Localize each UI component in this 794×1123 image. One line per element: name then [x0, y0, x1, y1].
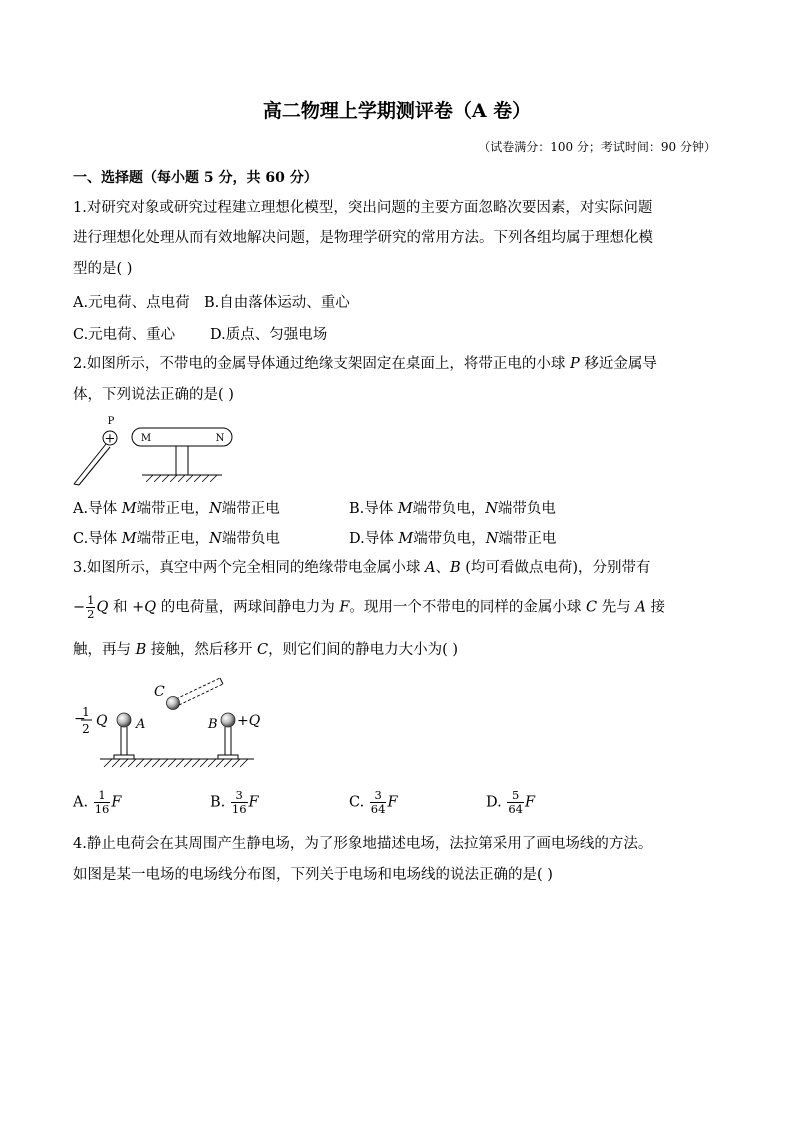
q2-line-1: 2.如图所示，不带电的金属导体通过绝缘支架固定在桌面上，将带正电的小球 P 移近金属导 — [73, 356, 657, 372]
end-label-m: M — [140, 433, 152, 444]
sphere-a — [117, 713, 131, 727]
base-a — [114, 755, 134, 759]
plus-sign: + — [104, 431, 116, 447]
fig-label-c: C — [154, 684, 165, 700]
fig-label-b: B — [208, 717, 218, 732]
q1-line-2: 进行理想化处理从而有效地解决问题，是物理学研究的常用方法。下列各组均属于理想化模 — [73, 230, 653, 246]
q3-option-c[interactable]: C. $\frac{3}{64}$ F — [349, 788, 398, 816]
charged-ball-rod — [74, 444, 110, 485]
fig-half-den: 2 — [82, 722, 90, 736]
sphere-c — [167, 697, 180, 710]
fig-minus: − — [74, 711, 86, 727]
fraction: $\frac{5}{64}$ — [508, 788, 523, 816]
q1-option-b[interactable]: B.自由落体运动、重心 — [204, 295, 350, 311]
q3-line-2: − $\frac{1}{2}$ Q 和 +Q 的电荷量，两球间静电力为 F。现用一个不带电的同样的金属小球 C 先与 A 接 — [73, 593, 665, 621]
q3-figure-spheres — [70, 672, 270, 776]
base-b — [218, 755, 238, 759]
q2-option-d[interactable]: D.导体 M端带负电，N端带正电 — [349, 531, 557, 547]
page-title: 高二物理上学期测评卷（A 卷） — [262, 100, 532, 122]
q1-option-a[interactable]: A.元电荷、点电荷 — [73, 295, 190, 311]
sphere-b — [221, 713, 235, 727]
fraction: $\frac{3}{64}$ — [370, 788, 386, 816]
fraction-half: $\frac{1}{2}$ — [87, 593, 95, 621]
q2-option-b[interactable]: B.导体 M端带负电，N端带负电 — [349, 501, 556, 517]
q4-line-1: 4.静止电荷会在其周围产生静电场，为了形象地描述电场，法拉第采用了画电场线的方法。 — [73, 836, 653, 852]
q2-option-a[interactable]: A.导体 M端带正电，N端带正电 — [73, 501, 280, 517]
q4-line-2: 如图是某一电场的电场线分布图，下列关于电场和电场线的说法正确的是( ) — [73, 867, 553, 883]
q2-line-2: 体，下列说法正确的是( ) — [73, 387, 234, 403]
q3-line-3: 触，再与 B 接触，然后移开 C，则它们间的静电力大小为( ) — [73, 642, 459, 658]
section-heading: 一、选择题（每小题 5 分，共 60 分） — [73, 170, 318, 186]
sphere-c-rod — [176, 678, 223, 705]
table-surface — [142, 475, 222, 482]
ball-label-p: P — [107, 416, 115, 427]
q2-figure-conductor — [70, 412, 240, 488]
ground-surface — [100, 759, 254, 767]
q3-option-d[interactable]: D. $\frac{5}{64}$ F — [486, 788, 536, 816]
q1-option-c[interactable]: C.元电荷、重心 — [73, 327, 176, 343]
q1-line-1: 1.对研究对象或研究过程建立理想化模型，突出问题的主要方面忽略次要因素，对实际问题 — [73, 200, 653, 216]
fraction: $\frac{3}{16}$ — [231, 788, 247, 816]
fig-label-a: A — [136, 717, 146, 732]
q3-option-a[interactable]: A. $\frac{1}{16}$ F — [73, 788, 122, 816]
q3-option-b[interactable]: B. $\frac{3}{16}$ F — [210, 788, 259, 816]
fraction: $\frac{1}{16}$ — [94, 788, 110, 816]
q1-option-d[interactable]: D.质点、匀强电场 — [210, 327, 328, 343]
q1-line-3: 型的是( ) — [73, 261, 133, 277]
fig-half-num: 1 — [82, 705, 90, 719]
fig-q-left: Q — [96, 713, 108, 729]
q3-line-1: 3.如图所示，真空中两个完全相同的绝缘带电金属小球 A、B (均可看做点电荷)，分别带有 — [73, 560, 651, 576]
fig-plus-q: +Q — [237, 713, 261, 729]
exam-meta: （试卷满分：100 分；考试时间：90 分钟） — [478, 140, 716, 154]
end-label-n: N — [215, 433, 225, 444]
q2-option-c[interactable]: C.导体 M端带正电，N端带负电 — [73, 531, 280, 547]
